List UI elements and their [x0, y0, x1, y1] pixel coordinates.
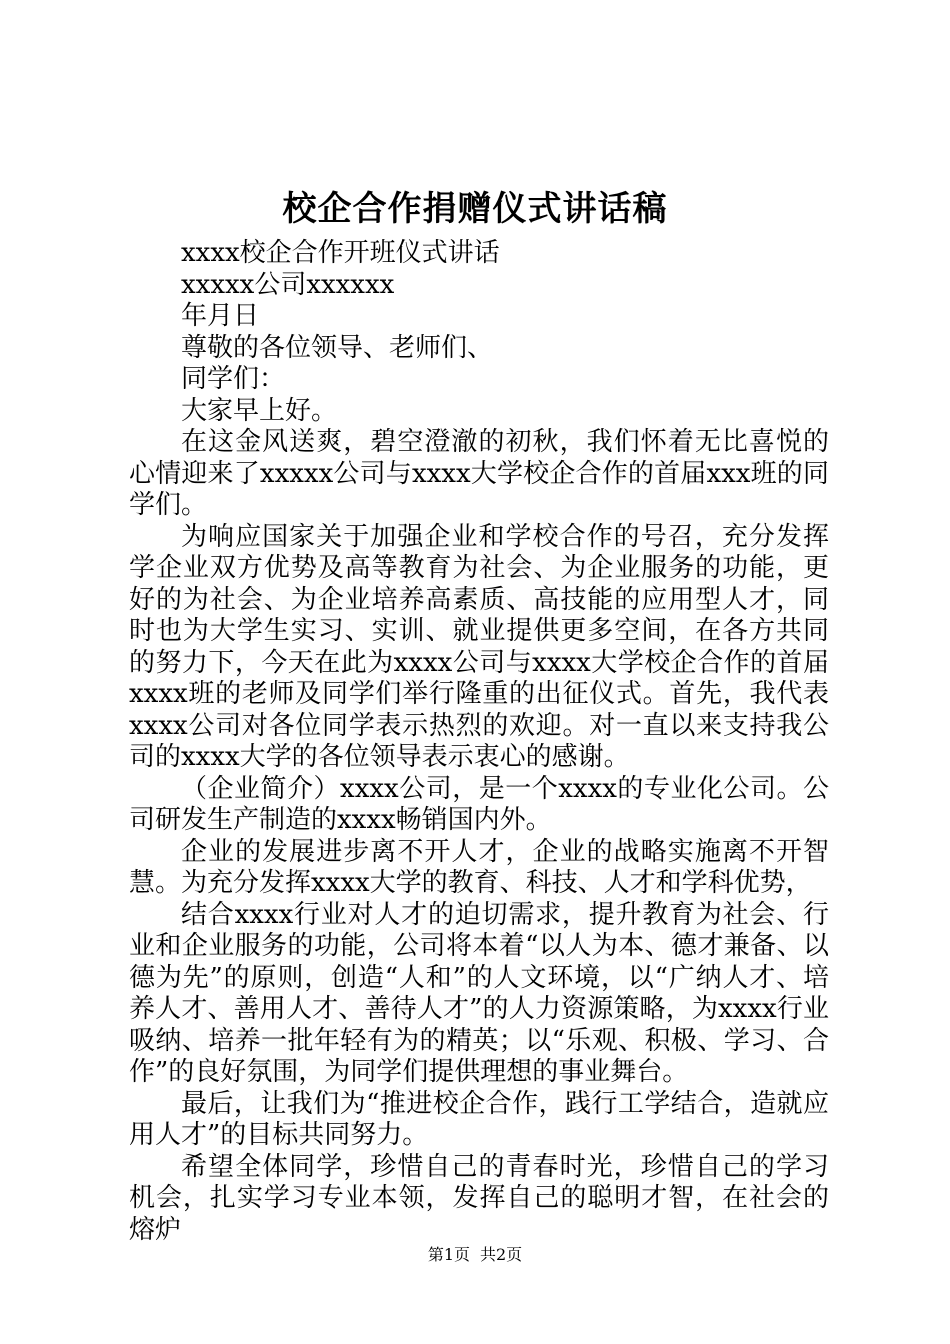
paragraph: 在这金风送爽，碧空澄澈的初秋，我们怀着无比喜悦的心情迎来了xxxxx公司与xxxx大学校企合作的首届xxx班的同学们。	[129, 427, 829, 520]
page-number: 第1页	[427, 1245, 470, 1264]
paragraph: 最后，让我们为“推进校企合作，践行工学结合，造就应用人才”的目标共同努力。	[129, 1088, 829, 1150]
page-total: 共2页	[480, 1245, 523, 1264]
paragraph: xxxxx公司xxxxxx	[181, 269, 395, 300]
paragraph: 尊敬的各位领导、老师们、	[181, 332, 494, 363]
paragraph: xxxx校企合作开班仪式讲话	[181, 238, 500, 268]
paragraph: 为响应国家关于加强企业和学校合作的号召，充分发挥学企业双方优势及高等教育为社会、为企业服务的功能，更好的为社会、为企业培养高素质、高技能的应用型人才，同时也为大学生实习、实训、就业提供更多空间，在各方共同的努力下，今天在此为xxxx公司与xxxx大学校企合作的首届xxxx班的老师及同学们举行隆重的出征仪式。首先，我代表xxxx公司对各位同学表示热烈的欢迎。对一直以来支持我公司的xxxx大学的各位领导表示衷心的感谢。	[129, 521, 829, 772]
document-title: 校企合作捐赠仪式讲话稿	[282, 189, 668, 229]
paragraph: 大家早上好。	[181, 395, 338, 426]
paragraph: 希望全体同学，珍惜自己的青春时光，珍惜自己的学习机会，扎实学习专业本领，发挥自己的聪明才智，在社会的熔炉	[129, 1151, 829, 1245]
paragraph: 结合xxxx行业对人才的迫切需求，提升教育为社会、行业和企业服务的功能，公司将本着“以人为本、德才兼备、以德为先”的原则，创造“人和”的人文环境，以“广纳人才、培养人才、善用人才、善待人才”的人力资源策略，为xxxx行业吸纳、培养一批年轻有为的精英；以“乐观、积极、学习、合作”的良好氛围，为同学们提供理想的事业舞台。	[129, 899, 829, 1087]
page-footer	[0, 1244, 950, 1266]
document-body	[129, 238, 829, 1246]
paragraph: （企业简介）xxxx公司，是一个xxxx的专业化公司。公司研发生产制造的xxxx畅销国内外。	[129, 773, 829, 835]
paragraph: 年月日	[181, 301, 260, 331]
paragraph: 企业的发展进步离不开人才，企业的战略实施离不开智慧。为充分发挥xxxx大学的教育、科技、人才和学科优势，	[129, 836, 829, 898]
paragraph: 同学们：	[181, 364, 286, 394]
